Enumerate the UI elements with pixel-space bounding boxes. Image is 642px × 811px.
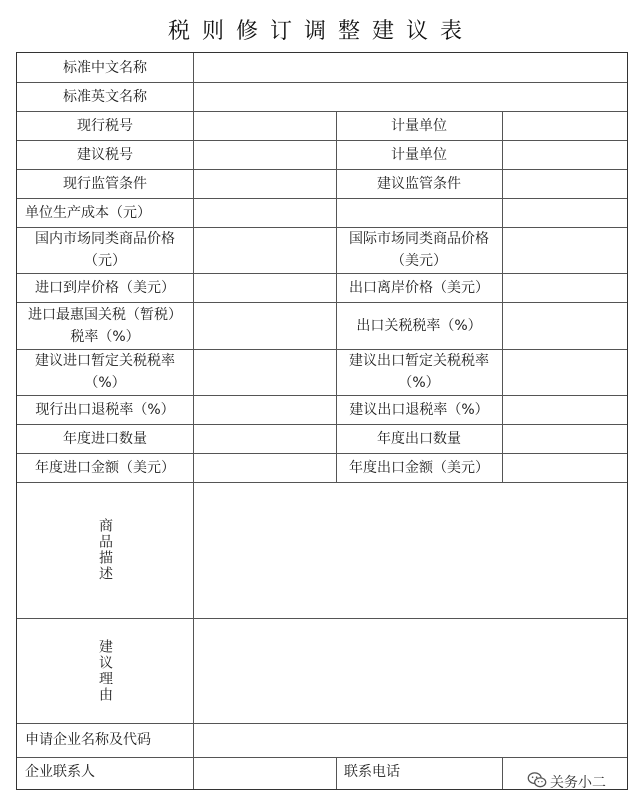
- label-unit-of-measure: 计量单位: [391, 117, 447, 134]
- field-standard-english-name[interactable]: [194, 82, 627, 111]
- label-mfn-import-tariff-rate: [17, 302, 193, 349]
- label-annual-export-amount: 年度出口金额（美元）: [349, 459, 489, 476]
- label-product-description: [17, 482, 193, 618]
- field-contact-person[interactable]: [194, 757, 336, 789]
- label-line: 税率（%）: [70, 328, 140, 345]
- label-export-tariff-rate: 出口关税税率（%）: [356, 317, 482, 334]
- label-current-export-rebate-rate: 现行出口退税率（%）: [35, 401, 175, 418]
- label-line: 国内市场同类商品价格: [35, 231, 175, 247]
- tariff-form-table: [16, 52, 628, 790]
- label-standard-chinese-name: 标准中文名称: [63, 59, 147, 76]
- label-text: 建议理由: [97, 638, 113, 703]
- form-title: 税则修订调整建议表: [167, 19, 474, 44]
- label-line: （%）: [398, 375, 440, 391]
- label-applicant-company: 申请企业名称及代码: [25, 732, 151, 748]
- label-unit-production-cost: 单位生产成本（元）: [25, 204, 151, 221]
- label-annual-export-quantity: 年度出口数量: [377, 430, 461, 447]
- field-mfn-import-tariff-rate[interactable]: [194, 302, 336, 349]
- label-standard-english-name: 标准英文名称: [63, 88, 147, 105]
- label-annual-import-amount: 年度进口金额（美元）: [35, 459, 175, 476]
- field-proposed-import-provisional-rate[interactable]: [194, 349, 336, 395]
- label-annual-import-quantity: 年度进口数量: [63, 430, 147, 447]
- field-proposed-regulatory-conditions[interactable]: [503, 169, 627, 198]
- label-international-market-price: [336, 227, 502, 273]
- field-annual-export-quantity[interactable]: [503, 424, 627, 453]
- label-unit-of-measure: 计量单位: [391, 146, 447, 163]
- field-proposed-tariff-code[interactable]: [194, 140, 336, 169]
- label-line: （元）: [84, 253, 126, 269]
- field-annual-export-amount[interactable]: [503, 453, 627, 482]
- label-import-cif-price: 进口到岸价格（美元）: [35, 279, 175, 296]
- label-line: 建议出口暂定关税税率: [349, 353, 489, 369]
- label-proposal-reason: [17, 618, 193, 723]
- label-line: 建议进口暂定关税税率: [35, 353, 175, 369]
- wechat-icon: [526, 769, 548, 795]
- label-current-regulatory-conditions: 现行监管条件: [63, 175, 147, 192]
- field-standard-chinese-name[interactable]: [194, 53, 627, 82]
- field-applicant-company[interactable]: [194, 723, 627, 757]
- label-proposed-tariff-code: 建议税号: [77, 146, 133, 163]
- field-proposal-reason[interactable]: [194, 618, 627, 723]
- field-unit-production-cost[interactable]: [194, 198, 627, 227]
- label-proposed-export-rebate-rate: 建议出口退税率（%）: [349, 401, 489, 418]
- label-text: 商品描述: [97, 518, 113, 582]
- label-domestic-market-price: [17, 227, 193, 273]
- field-current-export-rebate-rate[interactable]: [194, 395, 336, 424]
- watermark-text: 关务小二: [550, 775, 606, 791]
- label-line: （美元）: [391, 253, 447, 269]
- label-proposed-import-provisional-rate: [17, 349, 193, 395]
- label-proposed-regulatory-conditions: 建议监管条件: [377, 175, 461, 192]
- field-current-regulatory-conditions[interactable]: [194, 169, 336, 198]
- field-domestic-market-price[interactable]: [194, 227, 336, 273]
- field-proposed-export-provisional-rate[interactable]: [503, 349, 627, 395]
- label-line: 进口最惠国关税（暂税）: [28, 306, 182, 323]
- label-line: （%）: [84, 375, 126, 391]
- watermark: [524, 769, 606, 795]
- label-proposed-export-provisional-rate: [336, 349, 502, 395]
- field-annual-import-quantity[interactable]: [194, 424, 336, 453]
- field-unit-of-measure[interactable]: [503, 111, 627, 140]
- field-international-market-price[interactable]: [503, 227, 627, 273]
- field-import-cif-price[interactable]: [194, 273, 336, 302]
- field-current-tariff-code[interactable]: [194, 111, 336, 140]
- label-line: 国际市场同类商品价格: [349, 231, 489, 247]
- field-annual-import-amount[interactable]: [194, 453, 336, 482]
- field-export-tariff-rate[interactable]: [503, 302, 627, 349]
- label-export-fob-price: 出口离岸价格（美元）: [349, 279, 489, 296]
- field-unit-of-measure[interactable]: [503, 140, 627, 169]
- label-contact-phone: 联系电话: [344, 764, 400, 780]
- field-proposed-export-rebate-rate[interactable]: [503, 395, 627, 424]
- field-product-description[interactable]: [194, 482, 627, 618]
- field-export-fob-price[interactable]: [503, 273, 627, 302]
- label-contact-person: 企业联系人: [25, 764, 95, 780]
- label-current-tariff-code: 现行税号: [77, 117, 133, 134]
